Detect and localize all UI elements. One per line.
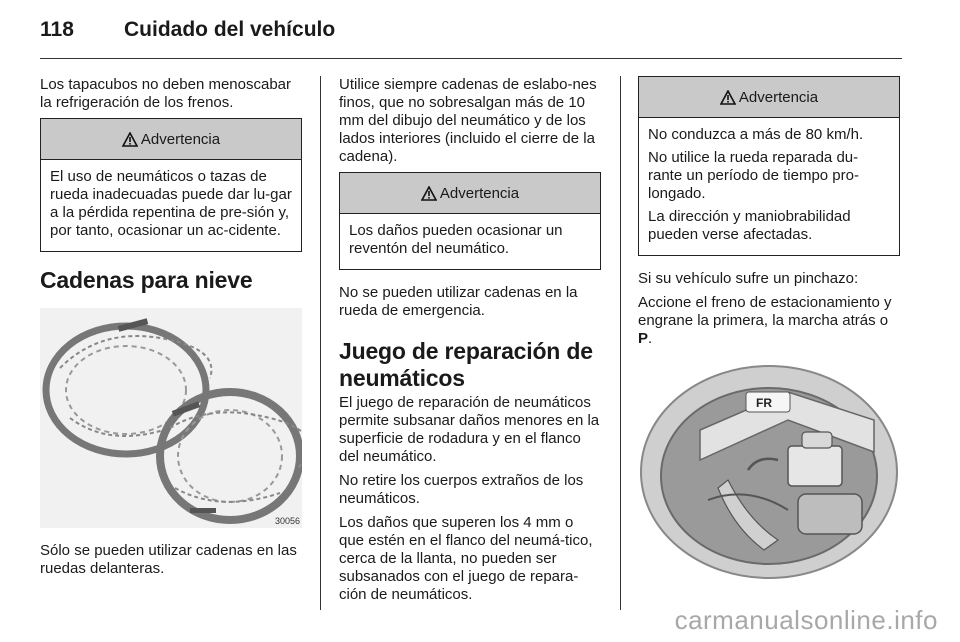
column-divider-2: [620, 76, 621, 610]
warning-text: El uso de neumáticos o tazas de rueda inadecuadas puede dar lu-gar a la pérdida repentina de pre-sión y, por tanto, ocasionar un ac-cidente.: [50, 168, 292, 239]
kit-label: FR: [756, 396, 772, 410]
warning-header: [340, 173, 600, 214]
parking-brake-text: Accione el freno de estacionamiento y engrane la primera, la marcha atrás o: [638, 294, 892, 329]
column-2: [339, 76, 601, 610]
warning-box-tires: [40, 118, 302, 252]
handling-text: La dirección y maniobrabilidad pueden verse afectadas.: [648, 208, 851, 243]
intro-paragraph: Los tapacubos no deben menoscabar la refrigeración de los frenos.: [40, 76, 292, 111]
chapter-title: Cuidado del vehículo: [124, 18, 336, 41]
warning-title: Advertencia: [439, 184, 520, 202]
repair-kit-illustration: [638, 360, 900, 580]
watermark: carmanualsonline.info: [674, 605, 938, 635]
parking-brake-paragraph: [638, 294, 900, 348]
sentence-end: .: [648, 330, 653, 347]
figure-number: 30056: [274, 516, 300, 526]
column-divider-1: [320, 76, 321, 610]
snow-chains-figure: [40, 308, 302, 528]
park-gear-letter: P: [638, 330, 649, 347]
warning-box-blowout: [339, 172, 601, 270]
section-title-repair-kit: Juego de reparación de neumáticos: [339, 338, 593, 391]
foreign-objects-paragraph: No retire los cuerpos extraños de los neumáticos.: [339, 472, 584, 507]
warning-title: Advertencia: [140, 130, 221, 148]
column-3: [638, 76, 900, 580]
warning-triangle-icon: [720, 90, 736, 105]
warning-box-speed: [638, 76, 900, 256]
page-header: [40, 14, 902, 54]
puncture-intro: Si su vehículo sufre un pinchazo:: [638, 270, 859, 287]
damage-limits-paragraph: Los daños que superen los 4 mm o que estén en el flanco del neumá-tico, cerca de la llanta, no pueden ser subsanados con el juego de repara-ción de neumáticos.: [339, 514, 593, 603]
warning-triangle-icon: [421, 186, 437, 201]
repair-kit-paragraph: El juego de reparación de neumáticos permite subsanar daños menores en la superficie de rodadura y en el flanco del neumático.: [339, 394, 600, 465]
repair-kit-figure: [638, 360, 900, 580]
warning-triangle-icon: [122, 132, 138, 147]
spare-wheel-note: No se pueden utilizar cadenas en la rueda de emergencia.: [339, 284, 578, 319]
warning-text: Los daños pueden ocasionar un reventón del neumático.: [349, 222, 563, 257]
page-number: 118: [40, 18, 74, 41]
section-title-snow-chains: Cadenas para nieve: [40, 267, 253, 293]
speed-limit-text: No conduzca a más de 80 km/h.: [648, 126, 864, 143]
snow-chains-illustration: [40, 308, 302, 528]
front-wheels-note: Sólo se pueden utilizar cadenas en las ruedas delanteras.: [40, 542, 297, 577]
warning-title: Advertencia: [738, 88, 819, 106]
chains-usage-paragraph: Utilice siempre cadenas de eslabo-nes finos, que no sobresalgan más de 10 mm del dibujo del neumático y de los lados interiores (incluido el cierre de la cadena).: [339, 76, 597, 165]
header-divider: [40, 58, 902, 59]
duration-text: No utilice la rueda reparada du-rante un período de tiempo pro-longado.: [648, 149, 859, 202]
column-1: [40, 76, 302, 584]
warning-header: [41, 119, 301, 160]
warning-header: [639, 77, 899, 118]
